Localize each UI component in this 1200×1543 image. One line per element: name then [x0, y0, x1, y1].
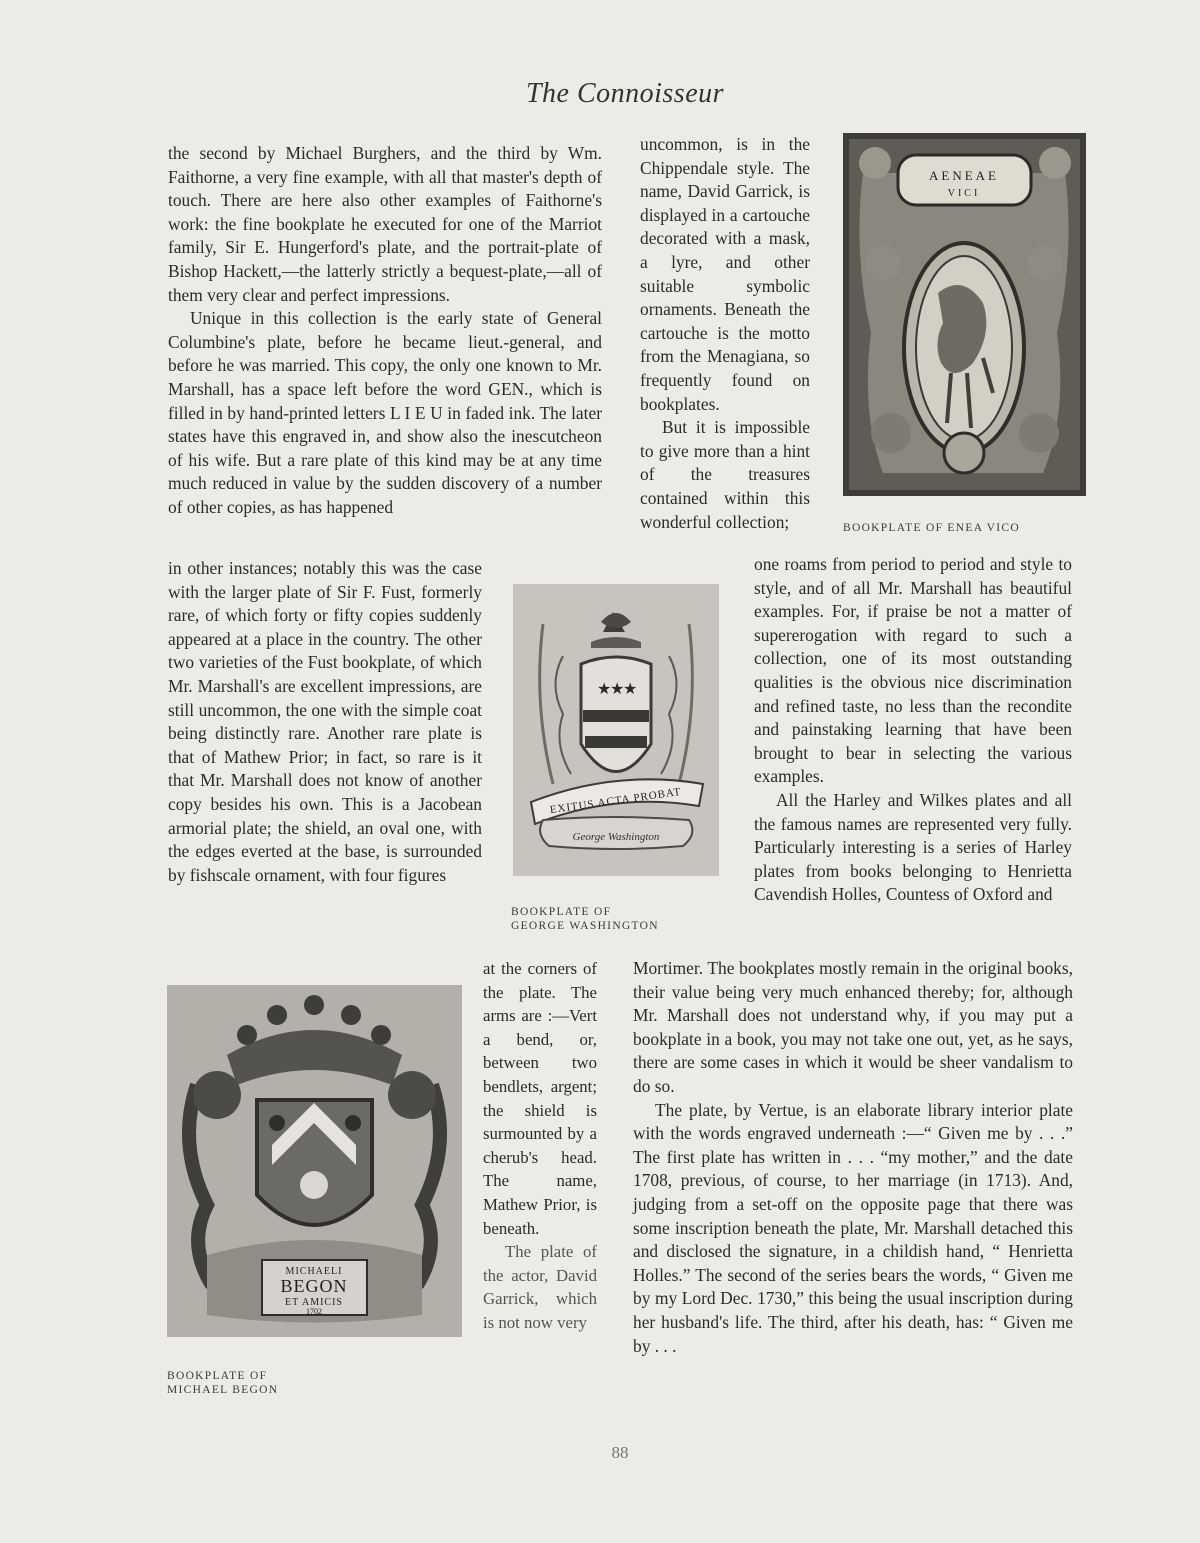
- col2-mid-text: [754, 553, 1072, 907]
- paragraph: But it is impossible to give more than a hint of the treasures contained within this wonderful collection;: [640, 417, 810, 532]
- page-number: 88: [611, 1443, 629, 1462]
- paragraph: uncommon, is in the Chippendale style. The name, David Garrick, is displayed in a cartouche decorated with a mask, a lyre, and other suitable symbolic ornaments. Beneath the cartouche is the motto from the Menagiana, so frequently found on bookplates.: [640, 134, 810, 414]
- col1-top-text: [168, 142, 602, 520]
- begon-line4: 1702: [306, 1307, 322, 1316]
- svg-text:★: ★: [610, 681, 625, 698]
- paragraph: The plate of the actor, David Garrick, which is not now very: [483, 1242, 597, 1332]
- caption-line: MICHAEL BEGON: [167, 1384, 279, 1396]
- paragraph: the second by Michael Burghers, and the third by Wm. Faithorne, a very fine example, with all that master's depth of touch. There are here also other examples of Faithorne's work: the fine bookplate he executed for one of the Marriot family, Sir E. Hungerford's plate, and the portrait-plate of Bishop Hackett,—the latterly strictly a bequest-plate,—all of them very clear and perfect impressions.: [168, 143, 602, 305]
- caption-george-washington: [511, 905, 659, 933]
- begon-line1: MICHAELI: [285, 1266, 343, 1277]
- paragraph: at the corners of the plate. The arms are :—Vert a bend, or, between two bendlets, argent; the shield is surmounted by a cherub's head. The name, Mathew Prior, is beneath.: [483, 959, 597, 1238]
- george-washington-bookplate-image: [513, 584, 719, 876]
- paragraph: Mortimer. The bookplates mostly remain in the original books, their value being very much enhanced thereby; for, although Mr. Marshall does not understand why, if you may put a bookplate in a book, you may not take one out, yet, as he says, there are some cases in which it would be sheer vandalism to do so.: [633, 958, 1073, 1096]
- vico-cartouche-line1: AENEAE: [929, 168, 999, 183]
- washington-motto: EXITUS ACTA PROBAT: [549, 785, 683, 817]
- enea-vico-bookplate-image: [843, 133, 1086, 496]
- running-head: The Connoisseur: [525, 78, 725, 109]
- svg-text:★: ★: [597, 681, 612, 698]
- vico-cartouche-line2: VICI: [947, 188, 981, 199]
- svg-text:★: ★: [623, 681, 638, 698]
- paragraph: Unique in this collection is the early state of General Columbine's plate, before he became lieut.-general, and before he was married. This copy, the only one known to Mr. Marshall, has a space left before the word GEN., which is filled in by hand-printed letters L I E U in faded ink. The later states have this engraved in, and show also the inescutcheon of his wife. But a rare plate of this kind may be at any time much reduced in value by the sudden discovery of a number of other copies, as has happened: [168, 308, 602, 517]
- washington-signature: George Washington: [572, 831, 660, 843]
- caption-line: GEORGE WASHINGTON: [511, 920, 659, 932]
- col2-top-text: [640, 133, 810, 534]
- paragraph: in other instances; notably this was the case with the larger plate of Sir F. Fust, formerly rare, of which forty or fifty copies suddenly appeared at a place in the country. The other two varieties of the Fust bookplate, of which Mr. Marshall's are excellent impressions, are still uncommon, the one with the simple coat being distinctly rare. Another rare plate is that of Mathew Prior; in fact, so rare is it that Mr. Marshall does not know of another copy besides his own. This is a Jacobean armorial plate; the shield, an oval one, with the edges everted at the base, is surrounded by fishscale ornament, with four figures: [168, 558, 482, 885]
- paragraph: one roams from period to period and style to style, and of all Mr. Marshall has beautiful examples. For, if praise be not a matter of supererogation with regard to such a collection, one of its most outstanding qualities is the obvious nice discrimination and refined taste, no less than the recondite and painstaking learning that have been brought to bear in selecting the various examples.: [754, 554, 1072, 787]
- caption-line: BOOKPLATE OF: [511, 906, 612, 918]
- paragraph: The plate, by Vertue, is an elaborate library interior plate with the words engraved underneath :—“ Given me by . . .” The first plate has written in . . . “my mother,” and the date 1708, previous, of course, to her marriage (in 1713). And, judging from a set-off on the opposite page that there was some inscription beneath the plate, Mr. Marshall detached this and disclosed the signature, in a childish hand, “ Henrietta Holles.” The second of the series bears the words, “ Given me by my Lord Dec. 1730,” this being the usual inscription during her husband's life. The third, after his death, has: “ Given me by . . .: [633, 1099, 1073, 1356]
- caption-michael-begon: [167, 1369, 278, 1397]
- col2-bottom-text: [633, 957, 1073, 1358]
- begon-line3: ET AMICIS: [285, 1297, 343, 1308]
- michael-begon-bookplate-image: [167, 985, 462, 1337]
- caption-enea-vico: BOOKPLATE OF ENEA VICO: [843, 522, 1020, 534]
- narrow-column-text: [483, 957, 597, 1335]
- col1-mid-text: [168, 557, 482, 887]
- paragraph: All the Harley and Wilkes plates and all the famous names are represented very fully. Particularly interesting is a series of Harley plates from books belonging to Henrietta Cavendish Holles, Countess of Oxford and: [754, 789, 1072, 905]
- caption-line: BOOKPLATE OF: [167, 1370, 268, 1382]
- begon-line2: BEGON: [280, 1276, 348, 1296]
